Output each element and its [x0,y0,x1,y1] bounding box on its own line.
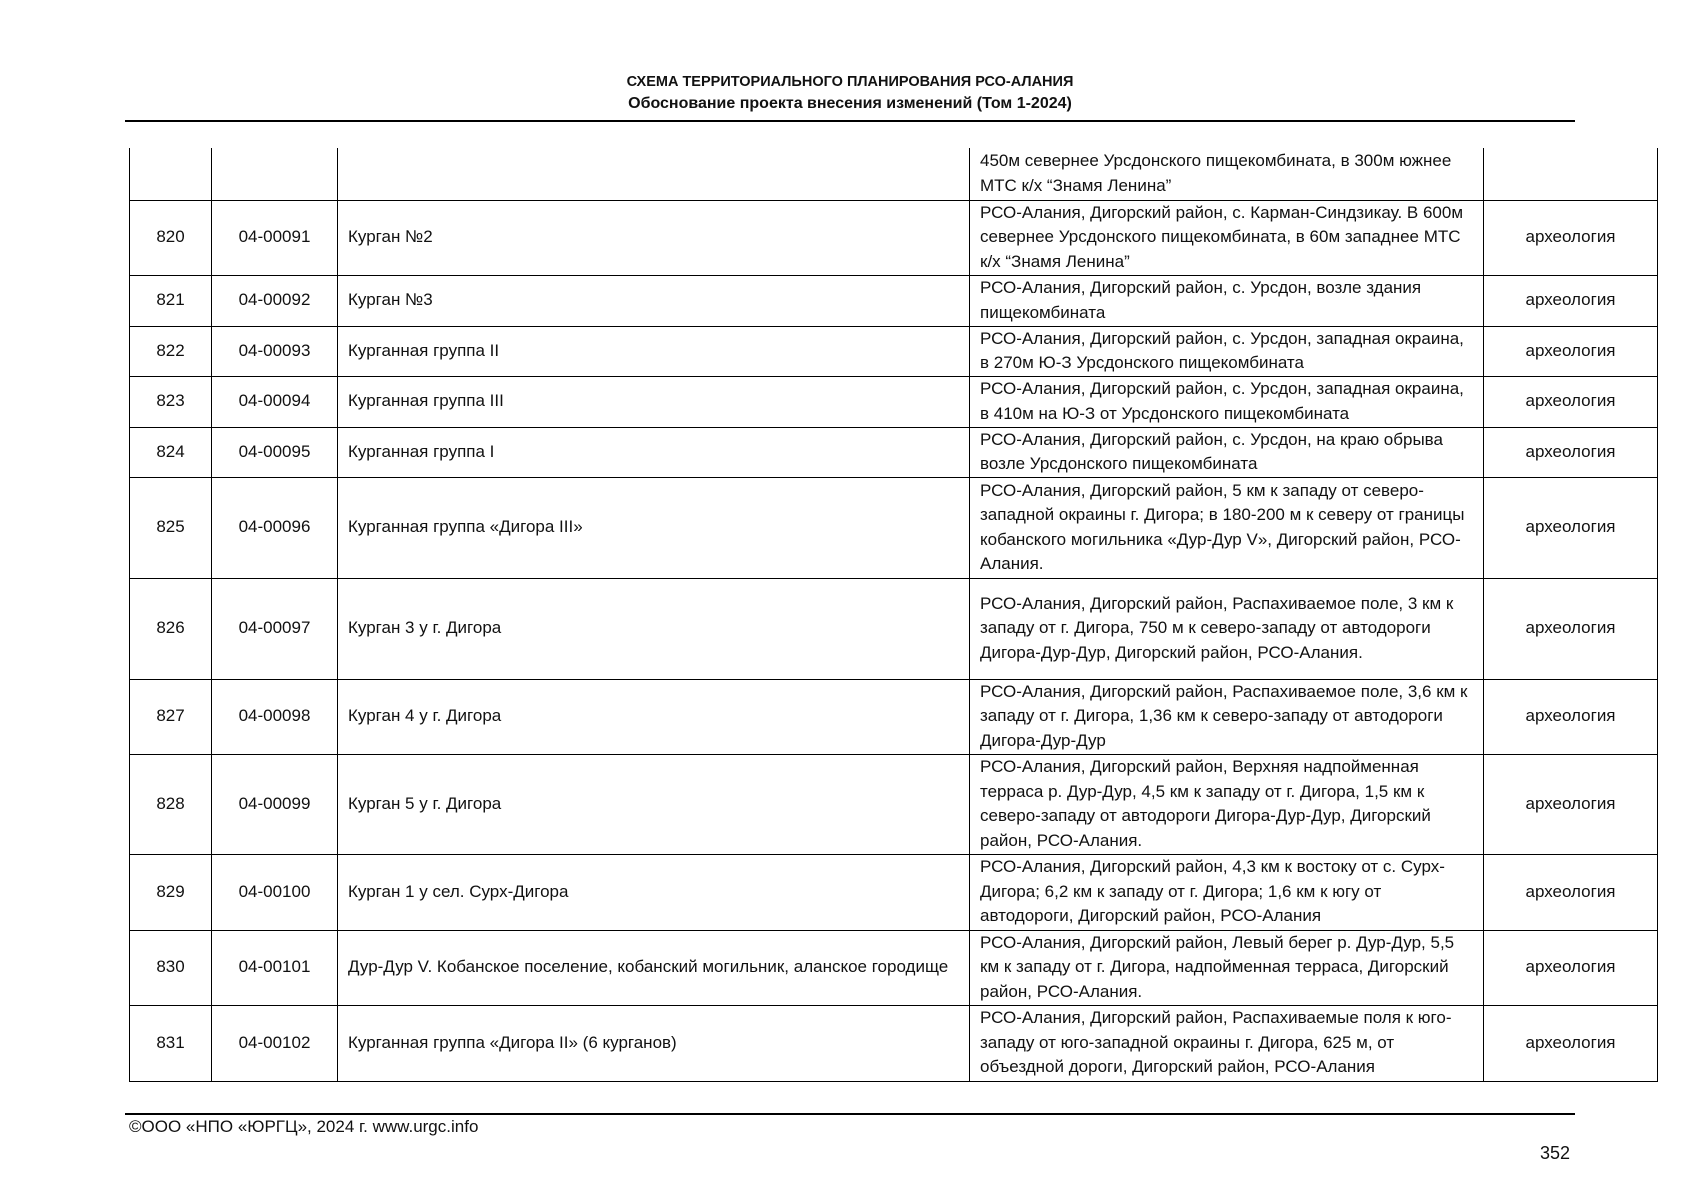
row-number: 820 [130,200,212,275]
row-number: 822 [130,326,212,376]
row-number: 826 [130,578,212,679]
table-row [130,679,1658,754]
object-type: археология [1484,1005,1658,1081]
document-subtitle: Обоснование проекта внесения изменений (Том 1-2024) [628,95,1072,112]
registry-code: 04-00093 [212,326,338,376]
row-number: 824 [130,427,212,477]
object-address: РСО-Алания, Дигорский район, Распахиваемое поле, 3,6 км к западу от г. Дигора, 1,36 км к северо-западу от автодороги Дигора-Дур-Дур [970,679,1484,754]
object-name: Курганная группа II [338,326,970,376]
table-row [130,754,1658,854]
row-number: 829 [130,854,212,930]
row-number [130,148,212,200]
registry-code: 04-00101 [212,930,338,1005]
table-row [130,578,1658,679]
registry-code [212,148,338,200]
object-type: археология [1484,477,1658,578]
object-address: РСО-Алания, Дигорский район, с. Урсдон, на краю обрыва возле Урсдонского пищекомбината [970,427,1484,477]
object-address: РСО-Алания, Дигорский район, Верхняя надпойменная терраса р. Дур-Дур, 4,5 км к западу от г. Дигора, 1,5 км к северо-западу от автодороги Дигора-Дур-Дур, Дигорский район, РСО-Алания. [970,754,1484,854]
row-number: 823 [130,376,212,427]
object-type: археология [1484,200,1658,275]
object-type: археология [1484,854,1658,930]
page-number: 352 [1540,1143,1571,1163]
registry-code: 04-00092 [212,275,338,326]
object-type [1484,148,1658,200]
table-body [130,148,1658,1081]
object-address: РСО-Алания, Дигорский район, Распахиваемое поле, 3 км к западу от г. Дигора, 750 м к северо-западу от автодороги Дигора-Дур-Дур, Дигорский район, РСО-Алания. [970,578,1484,679]
registry-code: 04-00097 [212,578,338,679]
object-name: Курган 4 у г. Дигора [338,679,970,754]
object-name: Курган №3 [338,275,970,326]
registry-code: 04-00091 [212,200,338,275]
footer-copyright: ©ООО «НПО «ЮРГЦ», 2024 г. www.urgc.info [129,1117,479,1136]
object-address: РСО-Алания, Дигорский район, 4,3 км к востоку от с. Сурх-Дигора; 6,2 км к западу от г. Дигора; 1,6 км к югу от автодороги, Дигорский район, РСО-Алания [970,854,1484,930]
table-row [130,275,1658,326]
object-address: РСО-Алания, Дигорский район, с. Карман-Синдзикау. В 600м севернее Урсдонского пищекомбината, в 60м западнее МТС к/х “Знамя Ленина” [970,200,1484,275]
table-row [130,427,1658,477]
object-address: РСО-Алания, Дигорский район, 5 км к западу от северо-западной окраины г. Дигора; в 180-200 м к северу от границы кобанского могильника «Дур-Дур V», Дигорский район, РСО-Алания. [970,477,1484,578]
registry-code: 04-00094 [212,376,338,427]
object-type: археология [1484,930,1658,1005]
row-number: 830 [130,930,212,1005]
registry-code: 04-00095 [212,427,338,477]
object-name [338,148,970,200]
object-type: археология [1484,376,1658,427]
row-number: 827 [130,679,212,754]
object-name: Курган №2 [338,200,970,275]
registry-code: 04-00099 [212,754,338,854]
object-address: РСО-Алания, Дигорский район, с. Урсдон, западная окраина, в 410м на Ю-З от Урсдонского пищекомбината [970,376,1484,427]
object-name: Курган 1 у сел. Сурх-Дигора [338,854,970,930]
row-number: 821 [130,275,212,326]
registry-code: 04-00100 [212,854,338,930]
object-name: Курганная группа «Дигора III» [338,477,970,578]
header-divider [125,120,1575,122]
object-name: Курганная группа «Дигора II» (6 курганов) [338,1005,970,1081]
object-type: археология [1484,427,1658,477]
table-row [130,148,1658,200]
object-address: РСО-Алания, Дигорский район, Распахиваемые поля к юго-западу от юго-западной окраины г. Дигора, 625 м, от объездной дороги, Дигорский район, РСО-Алания [970,1005,1484,1081]
table-row [130,376,1658,427]
object-type: археология [1484,275,1658,326]
heritage-objects-table [129,148,1658,1082]
object-name: Курганная группа I [338,427,970,477]
table-row [130,854,1658,930]
object-type: археология [1484,679,1658,754]
object-address: РСО-Алания, Дигорский район, Левый берег р. Дур-Дур, 5,5 км к западу от г. Дигора, надпойменная терраса, Дигорский район, РСО-Алания. [970,930,1484,1005]
object-address: РСО-Алания, Дигорский район, с. Урсдон, западная окраина, в 270м Ю-З Урсдонского пищекомбината [970,326,1484,376]
row-number: 828 [130,754,212,854]
document-title: СХЕМА ТЕРРИТОРИАЛЬНОГО ПЛАНИРОВАНИЯ РСО-АЛАНИЯ [626,74,1074,90]
footer-divider [125,1113,1575,1115]
row-number: 831 [130,1005,212,1081]
table-row [130,930,1658,1005]
object-name: Курганная группа III [338,376,970,427]
object-name: Курган 3 у г. Дигора [338,578,970,679]
object-name: Курган 5 у г. Дигора [338,754,970,854]
object-name: Дур-Дур V. Кобанское поселение, кобанский могильник, аланское городище [338,930,970,1005]
row-number: 825 [130,477,212,578]
registry-code: 04-00102 [212,1005,338,1081]
table-row [130,326,1658,376]
table-row [130,1005,1658,1081]
object-type: археология [1484,754,1658,854]
table-row [130,477,1658,578]
registry-code: 04-00096 [212,477,338,578]
registry-code: 04-00098 [212,679,338,754]
object-type: археология [1484,326,1658,376]
table-row [130,200,1658,275]
page-header [125,72,1575,114]
object-type: археология [1484,578,1658,679]
object-address: 450м севернее Урсдонского пищекомбината, в 300м южнее МТС к/х “Знамя Ленина” [970,148,1484,200]
object-address: РСО-Алания, Дигорский район, с. Урсдон, возле здания пищекомбината [970,275,1484,326]
